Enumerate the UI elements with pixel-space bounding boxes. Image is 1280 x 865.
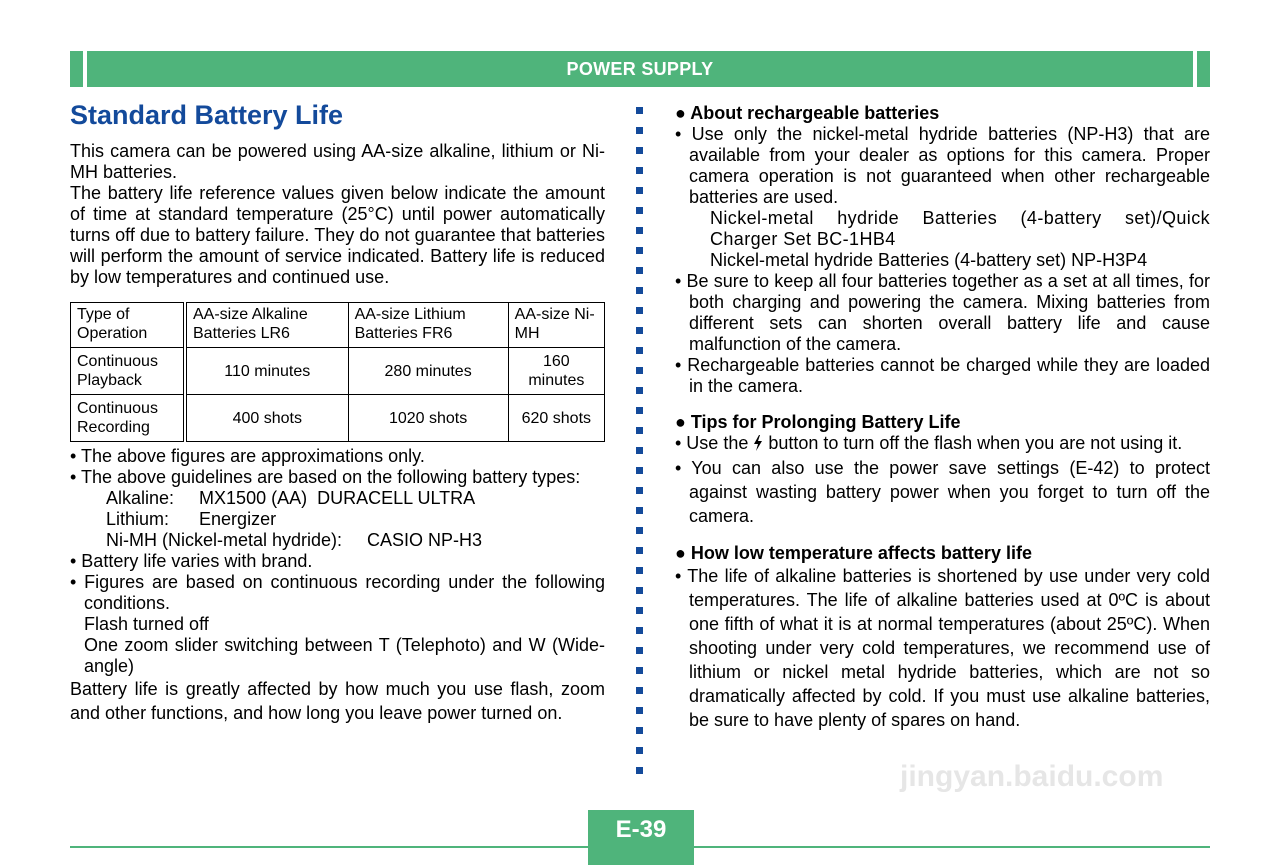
- page-tab-base: [588, 848, 694, 865]
- intro-paragraph: This camera can be powered using AA-size alkaline, lithium or Ni-MH batteries.: [70, 141, 605, 182]
- section-title: POWER SUPPLY: [566, 59, 714, 79]
- tip-text-end: button to turn off the flash when you are not using it.: [763, 433, 1183, 453]
- battery-type-nimh: Ni-MH (Nickel-metal hydride): CASIO NP-H3: [106, 530, 483, 550]
- table-cell: 280 minutes: [348, 348, 508, 395]
- list-item: • The above figures are approximations only.: [70, 446, 425, 466]
- tip-text-start: • Use the: [675, 433, 754, 453]
- condition-flash: Flash turned off: [84, 614, 209, 634]
- table-cell: 400 shots: [185, 395, 348, 442]
- list-item: [675, 433, 1210, 454]
- list-item: • The life of alkaline batteries is shortened by use under very cold temperatures. The life of alkaline batteries used at 0ºC is about one fifth of what it is at normal temperatures (about 25ºC). When shooting under very cold temperatures, we recommend use of lithium or nickel metal hydride batteries, which are not so dramatically affected by cold. If you must use alkaline batteries, be sure to have plenty of spares on hand.: [675, 566, 1210, 730]
- tips-list-2: [675, 456, 1210, 528]
- section-rechargeable: [675, 103, 1210, 397]
- list-item: • Battery life varies with brand.: [70, 551, 313, 571]
- table-cell: 620 shots: [508, 395, 604, 442]
- table-header-cell: AA-size Lithium Batteries FR6: [348, 303, 508, 348]
- table-header-cell: AA-size Ni-MH: [508, 303, 604, 348]
- table-header-cell: AA-size Alkaline Batteries LR6: [185, 303, 348, 348]
- table-header-row: [71, 303, 605, 348]
- page-number: E-39: [588, 810, 694, 847]
- rechargeable-list: [675, 124, 1210, 397]
- page-heading: Standard Battery Life: [70, 100, 344, 130]
- battery-type-alkaline: Alkaline: MX1500 (AA) DURACELL ULTRA: [106, 488, 476, 508]
- battery-life-table: [70, 302, 605, 442]
- table-row-label: Continuous Playback: [71, 348, 186, 395]
- section-heading: ● About rechargeable batteries: [675, 103, 940, 123]
- list-item: • The above guidelines are based on the following battery types:: [70, 467, 581, 487]
- table-cell: 110 minutes: [185, 348, 348, 395]
- option-item: Nickel-metal hydride Batteries (4-battery set)/Quick Charger Set BC-1HB4: [710, 208, 1210, 249]
- watermark: jingyan.baidu.com: [900, 760, 1164, 793]
- table-row: [71, 395, 605, 442]
- section-heading: ● Tips for Prolonging Battery Life: [675, 412, 961, 432]
- section-heading: ● How low temperature affects battery life: [675, 543, 1032, 563]
- list-item: • Figures are based on continuous recording under the following conditions.: [70, 572, 605, 613]
- cold-list: [675, 564, 1210, 732]
- right-column: [675, 103, 1210, 732]
- table-row-label: Continuous Recording: [71, 395, 186, 442]
- battery-type-lithium: Lithium: Energizer: [106, 509, 277, 529]
- table-row: [71, 348, 605, 395]
- list-item: • You can also use the power save settings (E-42) to protect against wasting battery power when you forget to turn off the camera.: [675, 458, 1210, 526]
- section-cold: [675, 543, 1210, 732]
- table-header-cell: Type of Operation: [71, 303, 186, 348]
- list-item: • Use only the nickel-metal hydride batteries (NP-H3) that are available from your dealer as options for this camera. Proper camera operation is not guaranteed when other rechargeable batteries are used.: [675, 124, 1210, 207]
- section-tips: [675, 412, 1210, 528]
- tips-list: [675, 433, 1210, 454]
- section-header-bar: [70, 51, 1210, 87]
- option-item: Nickel-metal hydride Batteries (4-battery set) NP-H3P4: [710, 250, 1148, 270]
- condition-zoom: One zoom slider switching between T (Telephoto) and W (Wide-angle): [84, 635, 605, 676]
- list-item: • Be sure to keep all four batteries together as a set at all times, for both charging and powering the camera. Mixing batteries from different sets can shorten overall battery life and cause malfunction of the camera.: [675, 271, 1210, 354]
- closing-paragraph: Battery life is greatly affected by how much you use flash, zoom and other functions, and how long you leave power turned on.: [70, 679, 605, 723]
- table-cell: 160 minutes: [508, 348, 604, 395]
- description-paragraph: The battery life reference values given below indicate the amount of time at standard temperature (25°C) until power automatically turns off due to battery failure. They do not guarantee that batteries will perform the amount of service indicated. Battery life is reduced by low temperatures and continued use.: [70, 183, 605, 287]
- column-divider: [636, 107, 644, 787]
- table-cell: 1020 shots: [348, 395, 508, 442]
- notes-list: [70, 446, 605, 677]
- left-column: [70, 100, 605, 725]
- flash-icon: [753, 435, 763, 451]
- list-item: • Rechargeable batteries cannot be charged while they are loaded in the camera.: [675, 355, 1210, 396]
